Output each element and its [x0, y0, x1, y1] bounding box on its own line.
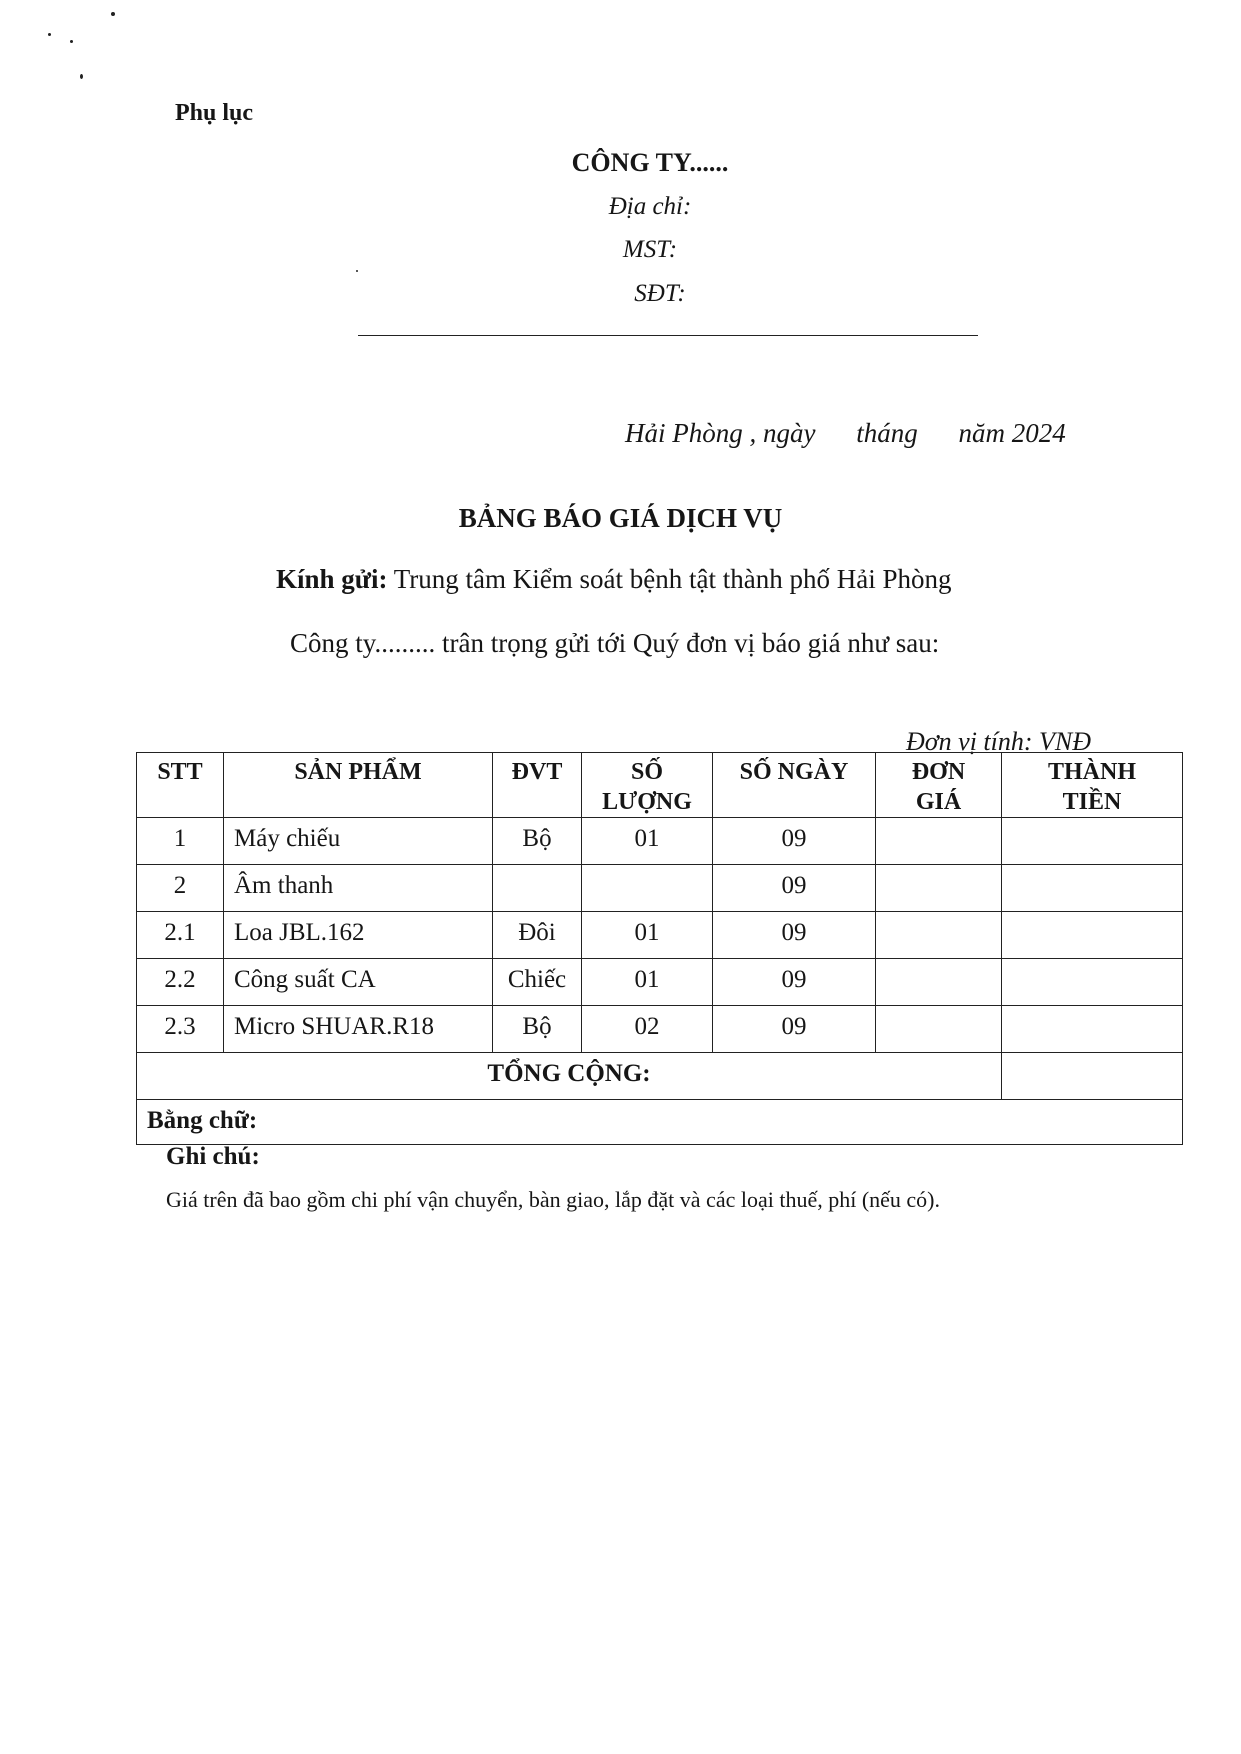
- cell-unit-price: [876, 912, 1002, 959]
- intro-text: Công ty......... trân trọng gửi tới Quý đơn vị báo giá như sau:: [290, 628, 940, 658]
- date-line: [625, 418, 1085, 449]
- cell-amount: [1002, 865, 1183, 912]
- cell-stt: 2.2: [137, 959, 224, 1006]
- cell-quantity: 02: [582, 1006, 713, 1053]
- header-quantity: [582, 753, 713, 818]
- cell-amount: [1002, 959, 1183, 1006]
- cell-product: Loa JBL.162: [224, 912, 493, 959]
- cell-quantity: [582, 865, 713, 912]
- header-amount-line2: TIỀN: [1062, 789, 1122, 815]
- document-title: BẢNG BÁO GIÁ DỊCH VỤ: [458, 503, 783, 533]
- header-unit-price: [876, 753, 1002, 818]
- address-label: Địa chỉ:: [608, 193, 692, 220]
- header-quantity-line2: LƯỢNG: [602, 789, 692, 815]
- cell-product: Micro SHUAR.R18: [224, 1006, 493, 1053]
- cell-stt: 2: [137, 865, 224, 912]
- appendix-label: Phụ lục: [175, 100, 254, 126]
- in-words-label: Bằng chữ:: [137, 1100, 1183, 1145]
- in-words-row: [137, 1100, 1183, 1145]
- cell-days: 09: [713, 1006, 876, 1053]
- note-text: Giá trên đã bao gồm chi phí vận chuyển, bàn giao, lắp đặt và các loại thuế, phí (nếu có).: [166, 1187, 941, 1212]
- cell-days: 09: [713, 959, 876, 1006]
- table-row: [137, 865, 1183, 912]
- header-unit-price-line2: GIÁ: [915, 789, 962, 815]
- tax-code-label: MST:: [622, 236, 678, 263]
- scan-speck: [70, 40, 73, 43]
- cell-stt: 2.3: [137, 1006, 224, 1053]
- recipient-label: Kính gửi:: [276, 564, 388, 594]
- scan-speck: [111, 12, 115, 16]
- table-row: [137, 1006, 1183, 1053]
- cell-unit-price: [876, 865, 1002, 912]
- total-value: [1002, 1053, 1183, 1100]
- phone-label: SĐT:: [634, 280, 686, 307]
- cell-stt: 1: [137, 818, 224, 865]
- cell-quantity: 01: [582, 959, 713, 1006]
- cell-stt: 2.1: [137, 912, 224, 959]
- cell-unit-price: [876, 818, 1002, 865]
- cell-product: Máy chiếu: [224, 818, 493, 865]
- cell-unit-price: [876, 1006, 1002, 1053]
- recipient-line: [276, 564, 951, 595]
- cell-unit: [493, 865, 582, 912]
- company-name: CÔNG TY......: [571, 148, 729, 177]
- quotation-table: [136, 752, 1183, 1145]
- cell-product: Âm thanh: [224, 865, 493, 912]
- cell-days: 09: [713, 865, 876, 912]
- cell-amount: [1002, 1006, 1183, 1053]
- cell-quantity: 01: [582, 912, 713, 959]
- cell-days: 09: [713, 912, 876, 959]
- table-header-row: [137, 753, 1183, 818]
- currency-unit-note: Đơn vị tính: VNĐ: [906, 727, 1092, 756]
- quotation-table-container: [136, 752, 1182, 1145]
- recipient-value: Trung tâm Kiểm soát bệnh tật thành phố Hải Phòng: [393, 564, 952, 594]
- header-stt: STT: [137, 753, 224, 818]
- header-unit-price-line1: ĐƠN: [911, 759, 966, 785]
- cell-unit: Bộ: [493, 1006, 582, 1053]
- date-place: Hải Phòng , ngày: [625, 418, 816, 448]
- header-unit: ĐVT: [493, 753, 582, 818]
- cell-amount: [1002, 912, 1183, 959]
- cell-unit: Bộ: [493, 818, 582, 865]
- header-amount: [1002, 753, 1183, 818]
- table-row: [137, 912, 1183, 959]
- scan-speck: [356, 270, 358, 272]
- cell-days: 09: [713, 818, 876, 865]
- table-row: [137, 959, 1183, 1006]
- scan-speck: [48, 33, 51, 36]
- scan-speck: [80, 74, 83, 79]
- header-quantity-line1: SỐ: [630, 759, 663, 785]
- cell-unit: Đôi: [493, 912, 582, 959]
- note-label: Ghi chú:: [166, 1143, 260, 1170]
- header-amount-line1: THÀNH: [1047, 759, 1136, 785]
- header-days: SỐ NGÀY: [713, 753, 876, 818]
- header-product: SẢN PHẨM: [224, 753, 493, 818]
- cell-quantity: 01: [582, 818, 713, 865]
- cell-amount: [1002, 818, 1183, 865]
- cell-unit: Chiếc: [493, 959, 582, 1006]
- table-row: [137, 818, 1183, 865]
- cell-unit-price: [876, 959, 1002, 1006]
- total-label: TỔNG CỘNG:: [137, 1053, 1002, 1100]
- total-row: [137, 1053, 1183, 1100]
- header-divider: [358, 335, 978, 336]
- date-month: tháng: [856, 418, 918, 448]
- cell-product: Công suất CA: [224, 959, 493, 1006]
- date-year: năm 2024: [958, 418, 1066, 448]
